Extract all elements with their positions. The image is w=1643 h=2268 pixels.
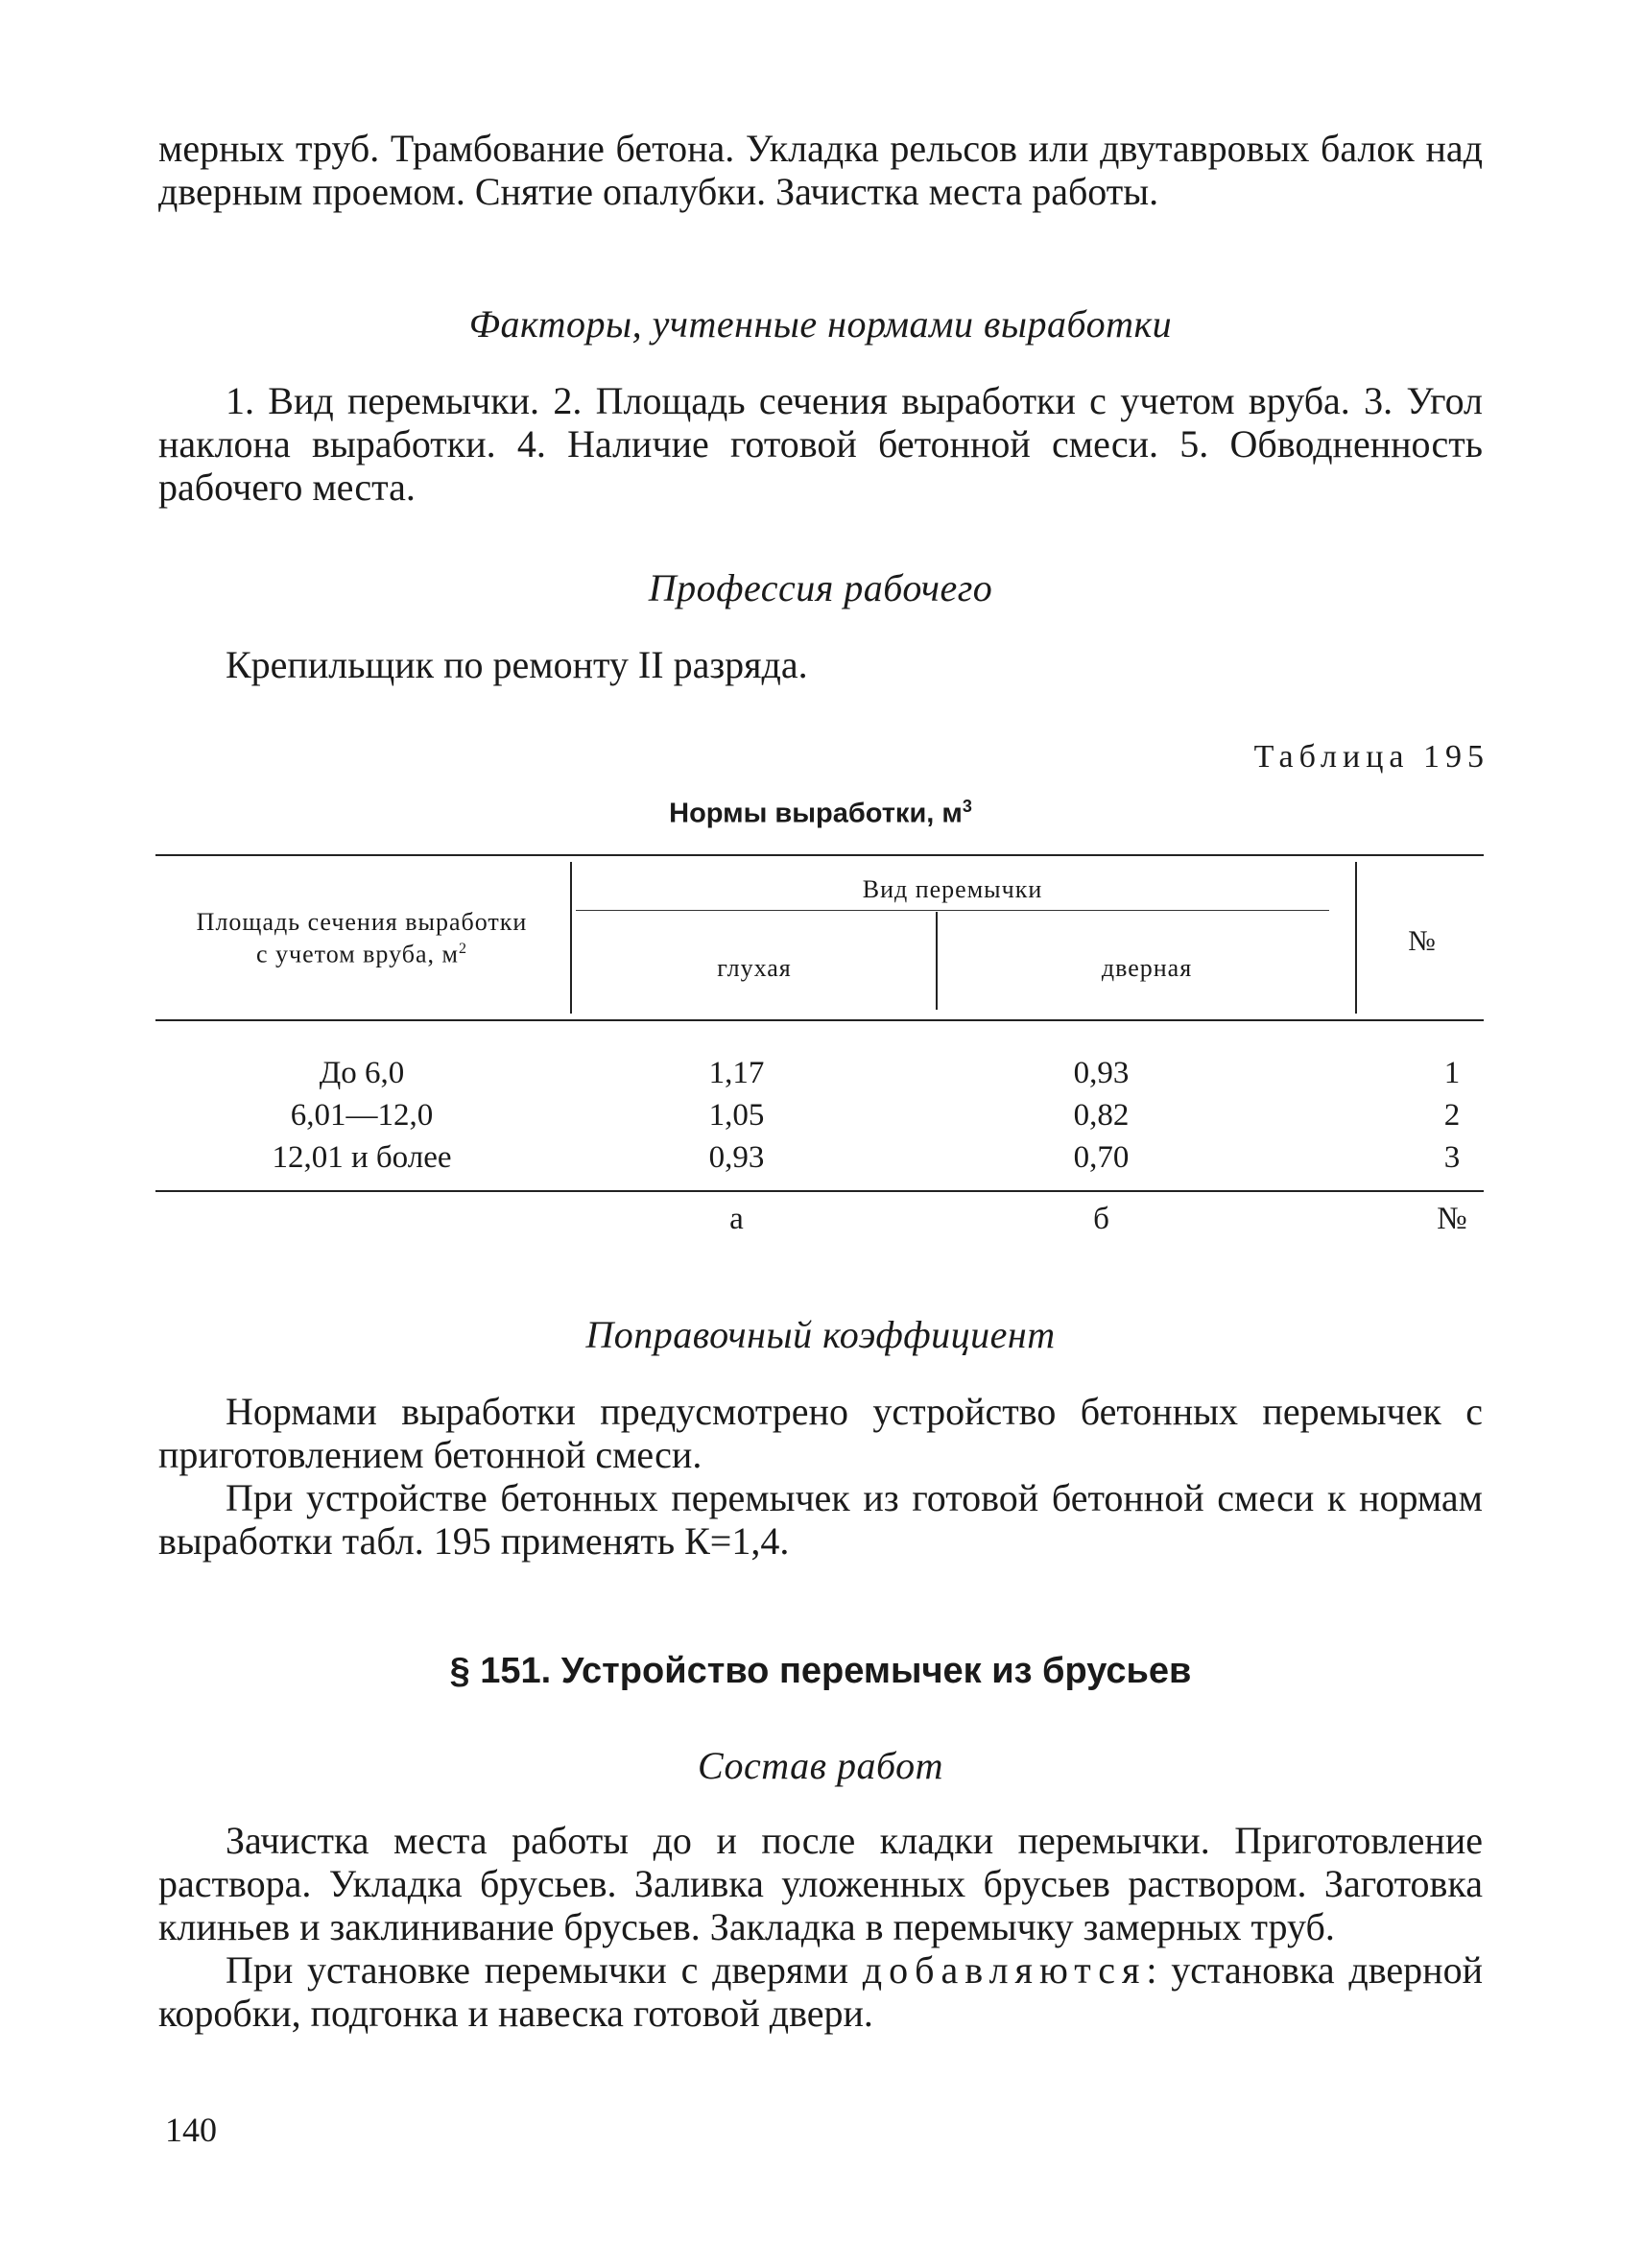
intro-paragraph: мерных труб. Трамбование бетона. Укладка рельсов или двутавровых балок над дверным проемом. Снятие опалубки. Зачистка места работы. — [158, 127, 1483, 213]
row-1-solid: 1,17 — [708, 1056, 765, 1090]
header-solid: глухая — [717, 954, 792, 982]
header-area-line2: с учетом вруба, м — [256, 940, 459, 968]
table-divider-types — [936, 912, 938, 1010]
profession-block — [158, 643, 1483, 686]
table-title-sup: 3 — [962, 797, 972, 816]
row-2-door: 0,82 — [1073, 1098, 1130, 1133]
section-block — [158, 1819, 1483, 2035]
table-title-text: Нормы выработки, м — [669, 798, 963, 829]
factors-block — [158, 379, 1483, 509]
table-bottom-rule — [155, 1190, 1484, 1192]
table-divider-no — [1355, 862, 1357, 1014]
table-header-rule — [155, 1019, 1484, 1021]
header-no: № — [1408, 925, 1437, 957]
footer-door: б — [1093, 1202, 1109, 1236]
correction-paragraph-1: Нормами выработки предусмотрено устройство бетонных перемычек с приготовлением бетонной смеси. — [158, 1390, 1483, 1476]
header-area-line2-wrap — [155, 936, 568, 968]
correction-block — [158, 1390, 1483, 1563]
row-2-area: 6,01—12,0 — [290, 1098, 434, 1133]
row-3-solid: 0,93 — [708, 1140, 765, 1175]
section-p2-start: При установке перемычки с дверями — [226, 1948, 863, 1992]
row-3-area: 12,01 и более — [272, 1140, 452, 1175]
table-number: Таблица 195 — [1253, 739, 1489, 775]
header-type: Вид перемычки — [862, 875, 1043, 903]
section-p2-end: : установка дверной коробки, подгонка и навеска готовой двери. — [158, 1948, 1483, 2035]
header-area-sup: 2 — [458, 941, 467, 957]
row-2-no: 2 — [1443, 1098, 1461, 1133]
table-title — [158, 797, 1483, 830]
row-1-area: До 6,0 — [319, 1056, 405, 1090]
header-door: дверная — [1101, 954, 1193, 982]
intro-block — [158, 127, 1483, 213]
factors-heading: Факторы, учтенные нормами выработки — [468, 302, 1173, 346]
section-p2-spaced: добавляются — [862, 1948, 1147, 1992]
footer-no: № — [1437, 1202, 1467, 1236]
profession-paragraph: Крепильщик по ремонту II разряда. — [226, 643, 808, 686]
section-title: § 151. Устройство перемычек из брусьев — [449, 1651, 1192, 1691]
table-divider-area — [570, 862, 572, 1014]
row-1-door: 0,93 — [1073, 1056, 1130, 1090]
header-area — [155, 909, 568, 968]
row-3-no: 3 — [1443, 1140, 1461, 1175]
row-3-door: 0,70 — [1073, 1140, 1130, 1175]
section-paragraph-1: Зачистка места работы до и после кладки перемычки. Приготовление раствора. Укладка брусьев. Заливка уложенных брусьев раствором. Заготовка клиньев и заклинивание брусьев. Закладка в перемычку замерных труб. — [158, 1819, 1483, 1948]
page-number: 140 — [165, 2111, 217, 2149]
row-2-solid: 1,05 — [708, 1098, 765, 1133]
table-group-rule — [576, 910, 1329, 911]
section-subheading: Состав работ — [698, 1744, 943, 1787]
factors-paragraph: 1. Вид перемычки. 2. Площадь сечения выработки с учетом вруба. 3. Угол наклона выработки. 4. Наличие готовой бетонной смеси. 5. Обводненность рабочего места. — [158, 379, 1483, 509]
profession-heading: Профессия рабочего — [648, 566, 993, 609]
table-top-rule — [155, 854, 1484, 856]
correction-paragraph-2: При устройстве бетонных перемычек из готовой бетонной смеси к нормам выработки табл. 195 применять К=1,4. — [158, 1476, 1483, 1563]
row-1-no: 1 — [1443, 1056, 1461, 1090]
section-paragraph-2 — [158, 1948, 1483, 2035]
footer-solid: а — [729, 1202, 744, 1236]
correction-heading: Поправочный коэффициент — [585, 1313, 1056, 1356]
header-area-line1: Площадь сечения выработки — [196, 908, 528, 936]
